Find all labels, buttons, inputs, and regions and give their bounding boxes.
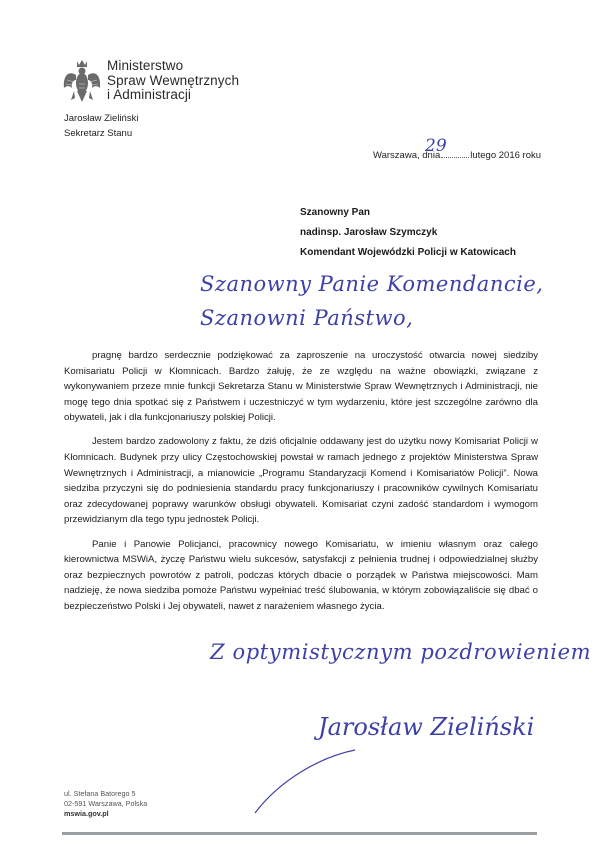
footer-address [64,789,147,819]
date-day-handwritten: 29 [425,136,447,156]
date-dotted-blank [441,149,469,158]
footer-street: ul. Stefana Batorego 5 [64,789,136,798]
footer-divider [62,832,537,835]
footer-city: 02-591 Warszawa, Polska [64,799,148,808]
signer-title: Sekretarz Stanu [64,127,133,139]
handwritten-closing: Z optymistycznym pozdrowieniem [210,640,592,664]
body-paragraph: Jestem bardzo zadowolony z faktu, że dziś oficjalnie oddawany jest do użytku nowy Komisariat Policji w Kłomnicach. Budynek przy ulicy Częstochowskiej powstał w ramach jednego z projektów Ministerstwa Spraw Wewnętrznych i Administracji, a mianowicie „Programu Standaryzacji Komend i Komisariatów Policji”. Nowa siedziba przyczyni się do podniesienia standardu pracy funkcjonariuszy i pracowników cywilnych Komisariatu oraz zdecydowanej poprawy warunków obsługi obywateli. Komisariat czyni zadość standardom i wymogom przewidzianym dla tego typu jednostek Policji. [64,436,538,526]
date-suffix: lutego 2016 roku [470,150,542,161]
recipient-name: nadinsp. Jarosław Szymczyk [300,227,438,238]
ministry-name-line: Ministerstwo [107,58,184,73]
letter-body [64,348,538,623]
date-line [373,149,541,161]
recipient-block [300,203,516,263]
signer-name: Jarosław Zieliński [64,113,139,124]
polish-eagle-emblem-icon [62,58,102,108]
ministry-name [107,59,239,103]
signer-block [64,112,138,141]
recipient-salutation: Szanowny Pan [300,207,371,218]
ministry-name-line: i Administracji [107,87,192,102]
salutation-line: Szanowni Państwo, [200,306,414,330]
body-paragraph: pragnę bardzo serdecznie podziękować za zaproszenie na uroczystość otwarcia nowej siedziby Komisariatu Policji w Kłomnicach. Bardzo żałuję, że ze względu na ważne obowiązki, związane z wykonywaniem przeze mnie funkcji Sekretarza Stanu w Ministerstwie Spraw Wewnętrznych i Administracji, nie mogę tego dnia spotkać się z Państwem i uczestniczyć w tym wydarzeniu, które jest szczególne zarówno dla obywateli, jak i dla funkcjonariuszy polskiej Policji. [64,350,538,424]
recipient-title: Komendant Wojewódzki Policji w Katowicach [300,247,516,258]
signature: Jarosław Zieliński [318,713,535,741]
ministry-name-line: Spraw Wewnętrznych [107,72,240,88]
date-prefix: Warszawa, dnia [373,150,441,161]
signature-flourish-icon [250,745,360,815]
body-paragraph: Panie i Panowie Policjanci, pracownicy nowego Komisariatu, w imieniu własnym oraz całego kierownictwa MSWiA, życzę Państwu wielu sukcesów, satysfakcji z pełnienia trudnej i odpowiedzialnej służby oraz bezpiecznych powrotów z patroli, podczas których dbacie o porządek w Państwa miejscowości. Mam nadzieję, że nowa siedziba pomoże Państwu wypełniać treść ślubowania, w którym zobowiązaliście się dbać o bezpieczeństwo Polski i Jej obywateli, nawet z narażeniem własnego życia. [64,538,538,612]
footer-website-link[interactable]: mswia.gov.pl [64,809,109,818]
salutation-line: Szanowny Panie Komendancie, [200,272,544,296]
handwritten-salutation [200,267,543,335]
